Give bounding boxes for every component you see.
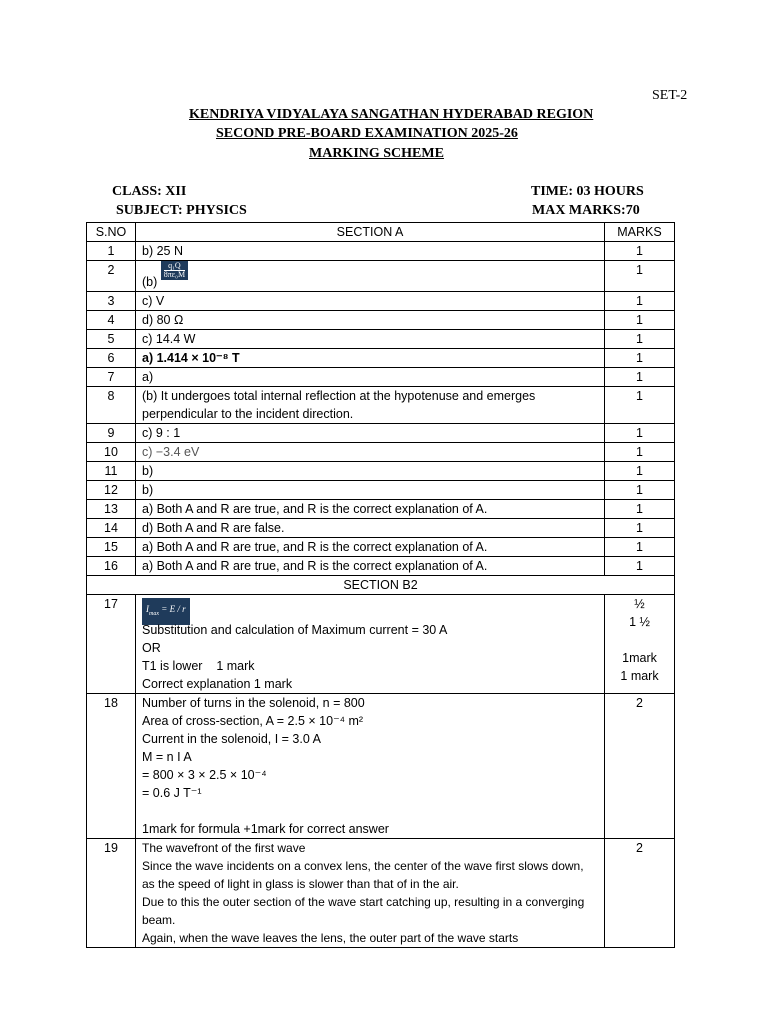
mark-value: 1mark: [622, 651, 657, 665]
row-marks: 1: [605, 368, 675, 387]
table-row: [87, 538, 675, 557]
table-row: [87, 839, 675, 948]
row-answer: a) Both A and R are true, and R is the correct explanation of A.: [136, 557, 605, 576]
table-row: [87, 557, 675, 576]
answer-line: Due to this the outer section of the wave start catching up, resulting in a converging beam.: [142, 895, 585, 927]
row-sno: 16: [87, 557, 136, 576]
marking-scheme-table: [86, 222, 675, 948]
formula-image: $I_{max} = E / r$: [142, 598, 190, 625]
row-marks: 1: [605, 443, 675, 462]
table-row: [87, 242, 675, 261]
row-answer: [136, 261, 605, 292]
row-marks: 1: [605, 292, 675, 311]
row-marks: [605, 595, 675, 694]
mark-value: 1 ½: [629, 615, 650, 629]
row-marks: 1: [605, 387, 675, 424]
row-sno: 4: [87, 311, 136, 330]
row-marks: 1: [605, 481, 675, 500]
table-row: [87, 462, 675, 481]
row-marks: 1: [605, 519, 675, 538]
row-answer: a) 1.414 × 10⁻⁸ T: [136, 349, 605, 368]
row-sno: 12: [87, 481, 136, 500]
row-marks: 1: [605, 462, 675, 481]
answer-line: Correct explanation 1 mark: [142, 677, 293, 691]
row-sno: 10: [87, 443, 136, 462]
table-row: [87, 349, 675, 368]
row-answer: d) Both A and R are false.: [136, 519, 605, 538]
answer-line: Current in the solenoid, I = 3.0 A: [142, 732, 321, 746]
row-sno: 6: [87, 349, 136, 368]
table-row: [87, 481, 675, 500]
table-header-row: [87, 223, 675, 242]
row-answer: c) −3.4 eV: [136, 443, 605, 462]
header-section-a: SECTION A: [136, 223, 605, 242]
row-sno: 9: [87, 424, 136, 443]
answer-line: = 0.6 J T⁻¹: [142, 786, 202, 800]
row-sno: 14: [87, 519, 136, 538]
row-answer: b) 25 N: [136, 242, 605, 261]
row-marks: 1: [605, 500, 675, 519]
row-marks: 1: [605, 424, 675, 443]
answer-line: Substitution and calculation of Maximum current = 30 A: [142, 623, 448, 637]
time-label: TIME: 03 HOURS: [531, 184, 644, 199]
row-sno: 8: [87, 387, 136, 424]
title-exam: SECOND PRE-BOARD EXAMINATION 2025-26: [216, 126, 518, 141]
answer-line: Since the wave incidents on a convex lens, the center of the wave first slows down, as the speed of light in glass is slower than that of in the air.: [142, 859, 584, 891]
row-answer: c) V: [136, 292, 605, 311]
row-answer: a) Both A and R are true, and R is the correct explanation of A.: [136, 538, 605, 557]
row-answer: [136, 839, 605, 948]
table-row: [87, 292, 675, 311]
row-marks: 1: [605, 330, 675, 349]
set-label: SET-2: [652, 88, 688, 103]
row-marks: 2: [605, 694, 675, 839]
row-sno: 13: [87, 500, 136, 519]
table-row: [87, 330, 675, 349]
mark-value: 1 mark: [620, 669, 659, 683]
table-row: [87, 261, 675, 292]
table-row: [87, 368, 675, 387]
row-sno: 7: [87, 368, 136, 387]
title-organization: KENDRIYA VIDYALAYA SANGATHAN HYDERABAD REGION: [189, 107, 594, 122]
row-marks: 2: [605, 839, 675, 948]
title-marking-scheme: MARKING SCHEME: [309, 146, 444, 161]
answer-line: 1mark for formula +1mark for correct answer: [142, 822, 389, 836]
answer-line: OR: [142, 641, 161, 655]
answer-line: Area of cross-section, A = 2.5 × 10⁻⁴ m²: [142, 714, 364, 728]
subject-label: SUBJECT: PHYSICS: [116, 203, 247, 218]
row-sno: 1: [87, 242, 136, 261]
header-sno: S.NO: [87, 223, 136, 242]
max-marks-label: MAX MARKS:70: [532, 203, 640, 218]
formula-image: $\frac{\text{q₁Q}}{\text{8πε₀M}}$: [161, 261, 188, 280]
row-sno: 15: [87, 538, 136, 557]
row-sno: 5: [87, 330, 136, 349]
table-row: [87, 387, 675, 424]
row-answer: (b) It undergoes total internal reflection at the hypotenuse and emerges perpendicular to the incident direction.: [136, 387, 605, 424]
table-row: [87, 519, 675, 538]
row-sno: 3: [87, 292, 136, 311]
row-answer: [136, 694, 605, 839]
answer-line: Again, when the wave leaves the lens, the outer part of the wave starts: [142, 931, 519, 945]
table-row: [87, 311, 675, 330]
row-answer: b): [136, 481, 605, 500]
answer-line: Number of turns in the solenoid, n = 800: [142, 696, 365, 710]
row-marks: 1: [605, 261, 675, 292]
row-sno: 18: [87, 694, 136, 839]
answer-line: M = n I A: [142, 750, 192, 764]
row-sno: 17: [87, 595, 136, 694]
row-answer: a) Both A and R are true, and R is the correct explanation of A.: [136, 500, 605, 519]
section-b2-heading: SECTION B2: [87, 576, 675, 595]
row-sno: 2: [87, 261, 136, 292]
answer-line: T1 is lower 1 mark: [142, 659, 255, 673]
row-marks: 1: [605, 538, 675, 557]
row-answer: b): [136, 462, 605, 481]
answer-line: = 800 × 3 × 2.5 × 10⁻⁴: [142, 768, 267, 782]
table-row: [87, 443, 675, 462]
row-marks: 1: [605, 242, 675, 261]
row-marks: 1: [605, 557, 675, 576]
row-marks: 1: [605, 349, 675, 368]
table-row: [87, 694, 675, 839]
table-row: [87, 500, 675, 519]
section-b2-row: [87, 576, 675, 595]
row-marks: 1: [605, 311, 675, 330]
table-row: [87, 424, 675, 443]
row-answer: [136, 595, 605, 694]
row-answer-text: (b): [142, 275, 158, 289]
answer-line: The wavefront of the first wave: [142, 841, 306, 855]
row-answer: c) 9 : 1: [136, 424, 605, 443]
row-answer: d) 80 Ω: [136, 311, 605, 330]
mark-value: ½: [634, 597, 645, 611]
row-sno: 19: [87, 839, 136, 948]
row-answer: a): [136, 368, 605, 387]
header-marks: MARKS: [605, 223, 675, 242]
class-label: CLASS: XII: [112, 184, 187, 199]
row-answer: c) 14.4 W: [136, 330, 605, 349]
table-row: [87, 595, 675, 694]
row-sno: 11: [87, 462, 136, 481]
